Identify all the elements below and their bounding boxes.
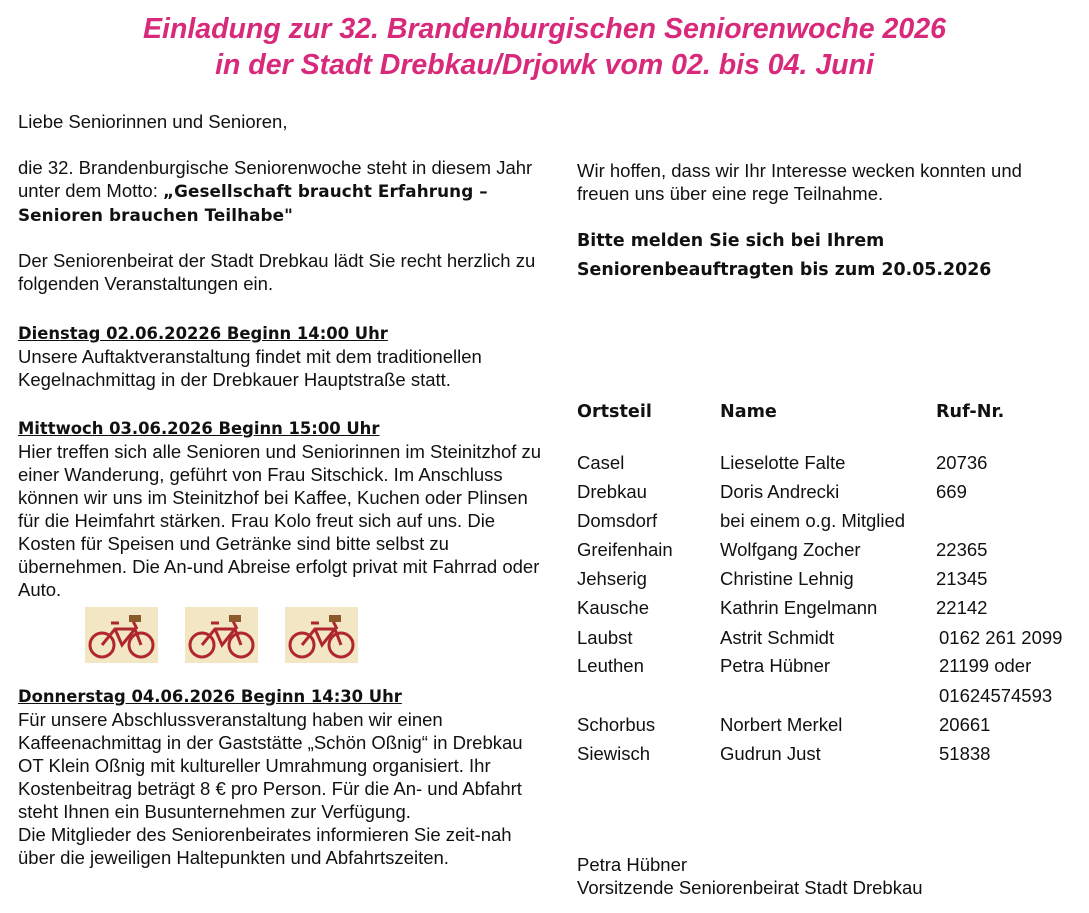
deadline-notice: Bitte melden Sie sich bei Ihrem Seniorenbeauftragten bis zum 20.05.2026 <box>577 231 992 280</box>
table-cell-ruf-nr: 01624574593 <box>939 685 1053 706</box>
bicycle-icon <box>185 607 258 663</box>
event-text-tuesday: Unsere Auftaktveranstaltung findet mit dem traditionellen Kegelnachmittag in der Drebkauer Hauptstraße statt. <box>18 346 482 390</box>
table-cell-ruf-nr: 20736 <box>936 452 988 473</box>
table-cell-ortsteil: Greifenhain <box>577 539 673 560</box>
bicycle-row <box>18 607 553 665</box>
table-row <box>577 597 1087 626</box>
title-line-2: in der Stadt Drebkau/Drjowk vom 02. bis 04. Juni <box>215 49 874 81</box>
table-row <box>577 568 1087 597</box>
table-cell-name: Christine Lehnig <box>720 568 854 589</box>
table-row <box>577 714 1087 743</box>
table-cell-ortsteil: Leuthen <box>577 655 644 676</box>
table-row <box>577 627 1087 656</box>
event-heading-wednesday: Mittwoch 03.06.2026 Beginn 15:00 Uhr <box>18 419 380 438</box>
signature <box>577 853 923 899</box>
signature-role: Vorsitzende Seniorenbeirat Stadt Drebkau <box>577 877 923 898</box>
right-column <box>577 159 1077 285</box>
table-cell-ortsteil: Drebkau <box>577 481 647 502</box>
column-header-ruf-nr: Ruf-Nr. <box>936 402 1005 422</box>
table-row <box>577 510 1087 539</box>
table-cell-ortsteil: Casel <box>577 452 625 473</box>
table-cell-ortsteil: Jehserig <box>577 568 647 589</box>
greeting: Liebe Seniorinnen und Senioren, <box>18 111 288 132</box>
table-cell-name: Wolfgang Zocher <box>720 539 861 560</box>
event-heading-thursday: Donnerstag 04.06.2026 Beginn 14:30 Uhr <box>18 687 402 706</box>
table-row <box>577 539 1087 568</box>
table-row <box>577 685 1087 714</box>
table-cell-ruf-nr: 22142 <box>936 597 988 618</box>
table-cell-ortsteil: Domsdorf <box>577 510 658 531</box>
table-cell-ruf-nr: 21345 <box>936 568 988 589</box>
table-cell-name: Kathrin Engelmann <box>720 597 878 618</box>
event-text-thursday: Für unsere Abschlussveranstaltung haben wir einen Kaffeenachmittag in der Gaststätte „Schön Oßnig“ in Drebkau OT Klein Oßnig mit kultureller Umrahmung organisiert. Ihr Kostenbeitrag beträgt 8 € pro Person. Für die An- und Abfahrt steht Ihnen ein Busunternehmen zur Verfügung. <box>18 709 523 822</box>
table-cell-ortsteil: Schorbus <box>577 714 656 735</box>
table-cell-ruf-nr: 669 <box>936 481 967 502</box>
table-cell-ortsteil: Kausche <box>577 597 649 618</box>
signature-name: Petra Hübner <box>577 854 688 875</box>
table-cell-ortsteil: Siewisch <box>577 743 650 764</box>
bicycle-icon <box>85 607 158 663</box>
event-heading-tuesday: Dienstag 02.06.20226 Beginn 14:00 Uhr <box>18 324 388 343</box>
intro-text: die 32. Brandenburgische Seniorenwoche steht in diesem Jahr unter dem Motto: <box>18 157 533 201</box>
table-cell-ruf-nr: 51838 <box>939 743 991 764</box>
bicycle-icon <box>285 607 358 663</box>
left-column <box>18 110 553 869</box>
table-cell-name: Lieselotte Falte <box>720 452 846 473</box>
column-header-name: Name <box>720 402 777 422</box>
table-cell-ruf-nr: 21199 oder <box>939 655 1032 676</box>
table-cell-ruf-nr: 20661 <box>939 714 991 735</box>
table-cell-ruf-nr: 0162 261 2099 <box>939 627 1063 648</box>
title-line-1: Einladung zur 32. Brandenburgischen Seniorenwoche 2026 <box>143 13 946 45</box>
event-text-thursday-info: Die Mitglieder des Seniorenbeirates informieren Sie zeit-nah über die jeweiligen Haltepunkten und Abfahrtszeiten. <box>18 824 512 868</box>
table-cell-name: Doris Andrecki <box>720 481 840 502</box>
table-cell-ortsteil: Laubst <box>577 627 633 648</box>
hope-paragraph: Wir hoffen, dass wir Ihr Interesse wecken konnten und freuen uns über eine rege Teilnahme. <box>577 160 1022 204</box>
table-row <box>577 743 1087 772</box>
event-text-wednesday: Hier treffen sich alle Senioren und Seniorinnen im Steinitzhof zu einer Wanderung, geführt von Frau Sitschick. Im Anschluss können wir uns im Steinitzhof bei Kaffee, Kuchen oder Plinsen für die Heimfahrt stärken. Frau Kolo freut sich auf uns. Die Kosten für Speisen und Getränke sind bitte selbst zu übernehmen. Die An-und Abreise erfolgt privat mit Fahrrad oder Auto. <box>18 441 542 600</box>
table-cell-name: bei einem o.g. Mitglied <box>720 510 906 531</box>
invite-paragraph: Der Seniorenbeirat der Stadt Drebkau lädt Sie recht herzlich zu folgenden Veranstaltungen ein. <box>18 250 536 294</box>
table-cell-name: Gudrun Just <box>720 743 821 764</box>
table-row <box>577 452 1087 481</box>
table-cell-name: Norbert Merkel <box>720 714 843 735</box>
column-header-ortsteil: Ortsteil <box>577 402 652 422</box>
table-cell-ruf-nr: 22365 <box>936 539 988 560</box>
table-cell-name: Astrit Schmidt <box>720 627 835 648</box>
table-cell-name: Petra Hübner <box>720 655 831 676</box>
intro-paragraph <box>18 156 553 227</box>
table-row <box>577 481 1087 510</box>
motto: „Gesellschaft braucht Erfahrung – Senioren brauchen Teilhabe" <box>18 181 488 225</box>
table-row <box>577 655 1087 684</box>
